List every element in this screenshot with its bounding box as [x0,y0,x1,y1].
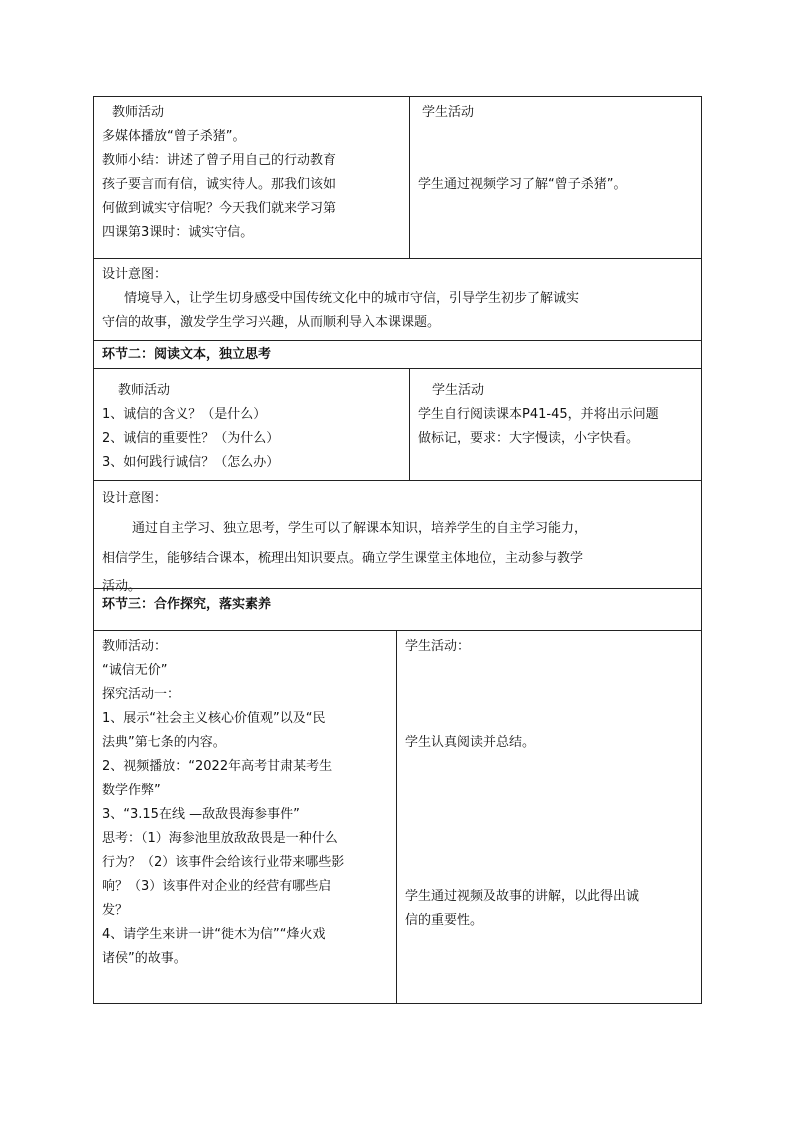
section1-design-cell [94,259,701,340]
section3-teacher-line: 诸侯”的故事。 [102,951,187,966]
section1-activity-row [94,96,701,258]
design-intent-line: 通过自主学习、独立思考，学生可以了解课本知识，培养学生的自主学习能力， [132,521,588,536]
design-intent-line: 情境导入，让学生切身感受中国传统文化中的城市守信，引导学生初步了解诚实 [124,291,580,306]
section3-title-cell [94,589,701,630]
design-intent-line: 活动。 [102,579,142,594]
section1-teacher-line: 孩子要言而有信，诚实待人。那我们该如 [102,177,337,192]
section1-teacher-line: 教师小结：讲述了曾子用自己的行动教育 [102,153,337,168]
section2-teacher-cell [94,369,409,480]
section3-student-text: 学生认真阅读并总结。 [405,735,536,750]
section3-teacher-cell [94,631,396,1003]
section3-teacher-header: 教师活动： [102,639,168,654]
section2-student-line: 做标记，要求：大字慢读，小字快看。 [418,431,640,446]
section3-teacher-line: “诚信无价” [102,663,168,678]
section3-title: 环节三：合作探究，落实素养 [102,597,272,612]
section2-teacher-line: 3、如何践行诚信？（怎么办） [102,455,280,470]
section2-title: 环节二：阅读文本，独立思考 [102,347,272,362]
section3-student-text: 信的重要性。 [405,913,484,928]
design-intent-label: 设计意图： [102,491,168,506]
section1-teacher-cell [94,97,409,258]
section2-activity-row [94,368,701,480]
section3-teacher-line: 2、视频播放：“2022年高考甘肃某考生 [102,759,333,774]
section1-teacher-line: 何做到诚实守信呢？今天我们就来学习第 [102,201,337,216]
section1-teacher-line: 四课第3课时：诚实守信。 [102,225,254,240]
section3-teacher-line: 思考：（1）海参池里放敌敌畏是一种什么 [102,831,338,846]
section3-student-cell [397,631,701,1003]
section1-student-cell [410,97,701,258]
section2-teacher-line: 1、诚信的含义？（是什么） [102,407,267,422]
section2-design-cell [94,481,701,594]
section2-design-row [94,480,701,594]
section1-student-header: 学生活动 [422,105,475,120]
lesson-plan-table [93,96,702,1004]
section2-student-line: 学生自行阅读课本P41-45，并将出示问题 [418,407,659,422]
section1-design-row [94,258,701,340]
section3-teacher-line: 行为？（2）该事件会给该行业带来哪些影 [102,855,345,870]
section3-teacher-line: 3、“3.15在线 —敌敌畏海参事件” [102,807,300,822]
section3-activity-row [94,630,701,1004]
section2-teacher-header: 教师活动 [118,383,171,398]
section3-student-text: 学生通过视频及故事的讲解，以此得出诚 [405,889,640,904]
section3-teacher-line: 发？ [102,903,129,918]
section3-teacher-line: 响？（3）该事件对企业的经营有哪些启 [102,879,332,894]
section3-student-header: 学生活动： [405,639,471,654]
section3-teacher-line: 法典”第七条的内容。 [102,735,226,750]
section2-student-header: 学生活动 [432,383,485,398]
section3-title-row [94,588,701,630]
section2-title-row [94,340,701,368]
section1-teacher-header: 教师活动 [112,105,165,120]
design-intent-line: 守信的故事，激发学生学习兴趣，从而顺利导入本课课题。 [102,315,441,330]
section3-teacher-line: 4、请学生来讲一讲“徙木为信”“烽火戏 [102,927,326,942]
design-intent-line: 相信学生，能够结合课本，梳理出知识要点。确立学生课堂主体地位，主动参与教学 [102,551,584,566]
design-intent-label: 设计意图： [102,267,168,282]
section2-student-cell [410,369,701,480]
section3-teacher-line: 探究活动一： [102,687,181,702]
section1-teacher-line: 多媒体播放“曾子杀猪”。 [102,129,246,144]
section1-student-text: 学生通过视频学习了解“曾子杀猪”。 [418,177,627,192]
section3-teacher-line: 1、展示“社会主义核心价值观”以及“民 [102,711,326,726]
section3-teacher-line: 数学作弊” [102,783,161,798]
section2-teacher-line: 2、诚信的重要性？（为什么） [102,431,280,446]
section2-title-cell [94,341,701,368]
